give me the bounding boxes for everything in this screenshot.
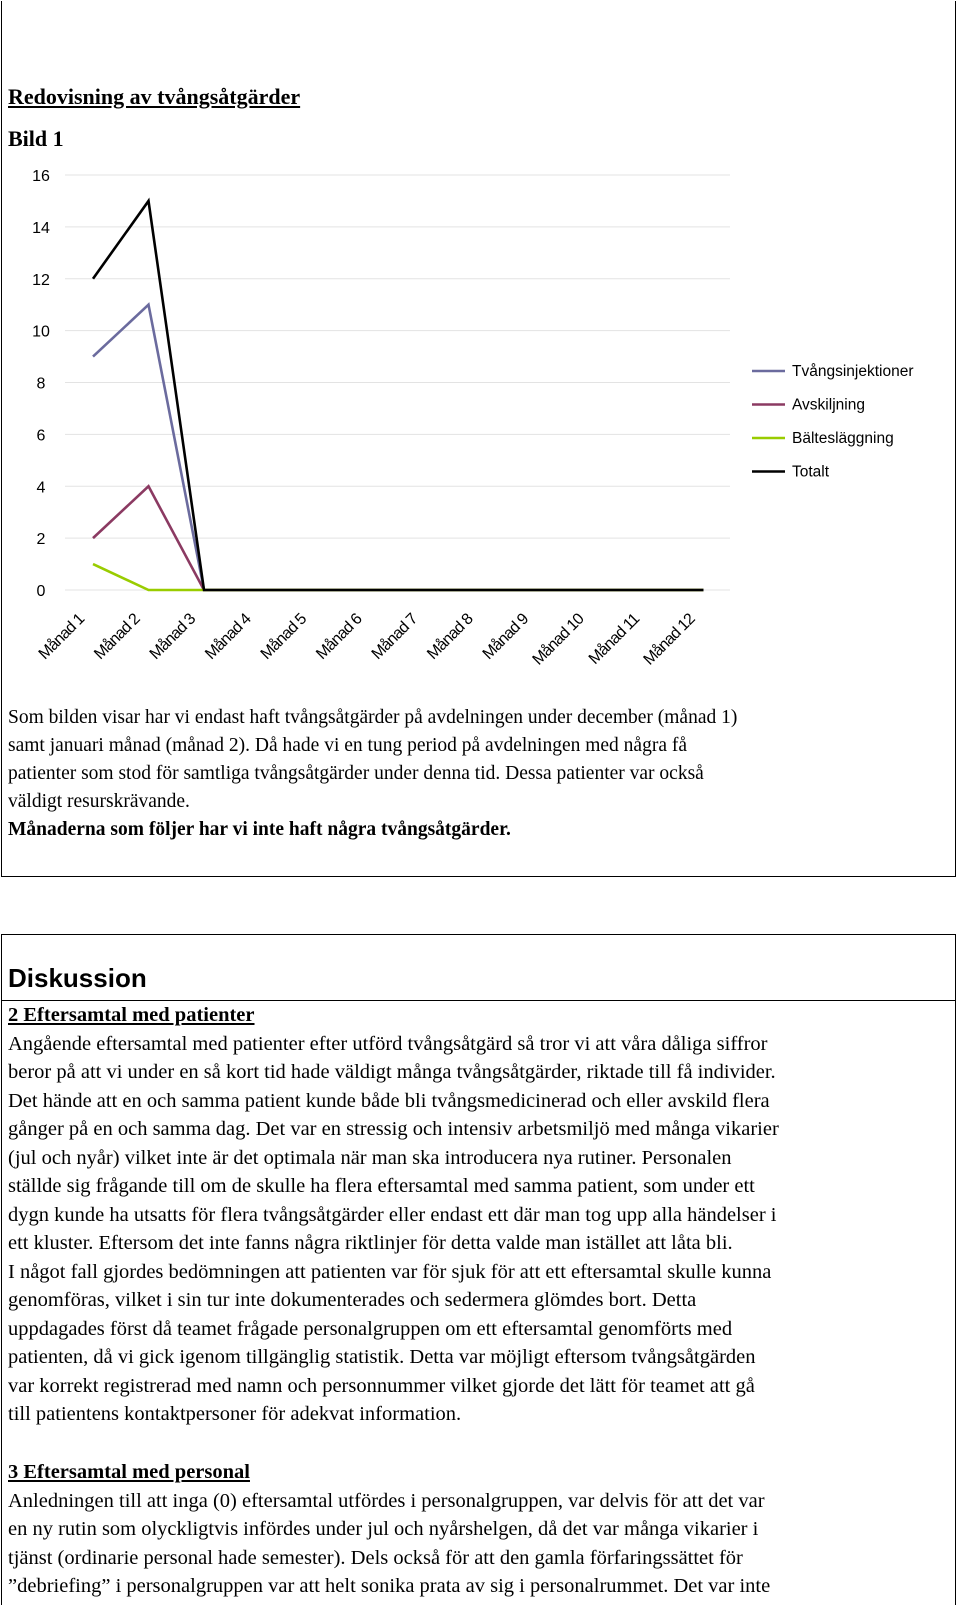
y-tick-label: 8	[36, 375, 46, 393]
figure-label: Bild 1	[8, 126, 64, 151]
chart-legend	[752, 363, 913, 481]
line-chart	[0, 150, 960, 680]
x-tick-label: Månad 7	[368, 610, 421, 663]
x-tick-label: Månad 11	[585, 610, 643, 668]
body-line: till patientens kontaktpersoner för adekvat information.	[8, 1403, 462, 1425]
section-staff-debrief	[8, 1458, 948, 1601]
x-tick-label: Månad 12	[640, 610, 699, 669]
body-line: ställde sig frågande till om de skulle ha flera eftersamtal med samma patient, som under ett	[8, 1175, 755, 1197]
legend-label: Avskiljning	[792, 396, 865, 414]
section-heading: 2 Eftersamtal med patienter	[8, 1004, 255, 1026]
y-tick-label: 12	[32, 271, 50, 289]
body-line: uppdagades först då teamet frågade personalgruppen om ett eftersamtal genomförts med	[8, 1317, 733, 1340]
body-line: var korrekt registrerad med namn och personnummer vilket gjorde det lätt för teamet att gå	[8, 1374, 755, 1397]
y-tick-label: 10	[32, 323, 50, 341]
caption-line: väldigt resurskrävande.	[8, 791, 190, 812]
legend-label: Bältesläggning	[792, 430, 894, 447]
y-tick-label: 14	[32, 219, 50, 237]
section-body	[8, 1030, 948, 1429]
body-line: genomföras, vilket i sin tur inte dokumenterades och sedermera glömdes bort. Detta	[8, 1289, 697, 1311]
caption-line: samt januari månad (månad 2). Då hade vi en tung period på avdelningen med några få	[8, 735, 687, 756]
y-tick-label: 6	[36, 427, 46, 445]
legend-label: Tvångsinjektioner	[792, 363, 914, 380]
x-tick-label: Månad 9	[479, 610, 532, 663]
y-axis-ticks	[32, 168, 50, 600]
body-line: Anledningen till att inga (0) eftersamtal utfördes i personalgruppen, var delvis för att det var	[8, 1489, 765, 1512]
x-tick-label: Månad 1	[35, 610, 88, 663]
body-line: Det hände att en och samma patient kunde både bli tvångsmedicinerad och eller avskild flera	[8, 1089, 770, 1112]
x-tick-label: Månad 4	[202, 610, 255, 663]
caption-line: patienter som stod för samtliga tvångsåtgärder under denna tid. Dessa patienter var också	[8, 763, 704, 784]
body-line: tjänst (ordinarie personal hade semester). Dels också för att den gamla förfaringssättet för	[8, 1546, 743, 1569]
body-line: ett kluster. Eftersom det inte fanns några riktlinjer för detta valde man istället att låta bli.	[8, 1232, 733, 1254]
x-tick-label: Månad 10	[529, 610, 588, 669]
body-line: en ny rutin som olyckligtvis infördes under jul och nyårshelgen, då det var många vikarier i	[8, 1518, 759, 1540]
section-body	[8, 1487, 948, 1601]
body-line: ”debriefing” i personalgruppen var att helt sonika prata av sig i personalrummet. Det var inte	[8, 1575, 771, 1597]
x-tick-label: Månad 2	[91, 610, 144, 663]
body-line: patienten, då vi gick igenom tillgänglig statistik. Detta var möjligt eftersom tvångsåtgärden	[8, 1346, 756, 1368]
body-line: Angående eftersamtal med patienter efter utförd tvångsåtgärd så tror vi att våra dåliga siffror	[8, 1032, 768, 1055]
y-tick-label: 16	[32, 168, 50, 185]
figure-caption	[8, 704, 948, 844]
x-tick-label: Månad 3	[146, 610, 199, 663]
series-line-totalt	[93, 201, 704, 590]
section-patient-debrief	[8, 1001, 948, 1429]
report-title: Redovisning av tvångsåtgärder	[8, 84, 301, 109]
legend-label: Totalt	[792, 463, 830, 481]
body-line: gånger på en och samma dag. Det var en stressig och intensiv arbetsmiljö med många vikarier	[8, 1118, 779, 1140]
caption-conclusion: Månaderna som följer har vi inte haft några tvångsåtgärder.	[8, 819, 511, 840]
y-tick-label: 0	[36, 583, 46, 600]
y-tick-label: 2	[36, 531, 46, 549]
body-line: dygn kunde ha utsatts för flera tvångsåtgärder eller endast ett där man tog upp alla händelser i	[8, 1203, 777, 1226]
x-tick-label: Månad 8	[424, 610, 477, 663]
caption-line: Som bilden visar har vi endast haft tvångsåtgärder på avdelningen under december (månad 1)	[8, 707, 738, 728]
series-line-bältesläggning	[93, 564, 704, 590]
y-tick-label: 4	[36, 479, 46, 497]
body-line: I något fall gjordes bedömningen att patienten var för sjuk för att ett eftersamtal skulle kunna	[8, 1260, 772, 1283]
section-heading: 3 Eftersamtal med personal	[8, 1461, 250, 1483]
body-line: (jul och nyår) vilket inte är det optimala när man ska introducera nya rutiner. Personalen	[8, 1146, 732, 1169]
x-tick-label: Månad 6	[313, 610, 366, 663]
body-line: beror på att vi under en så kort tid hade väldigt många tvångsåtgärder, riktade till få individer.	[8, 1061, 776, 1083]
discussion-heading: Diskussion	[8, 963, 147, 993]
chart-series	[93, 201, 704, 590]
x-axis-ticks	[35, 609, 699, 668]
x-tick-label: Månad 5	[257, 610, 310, 663]
